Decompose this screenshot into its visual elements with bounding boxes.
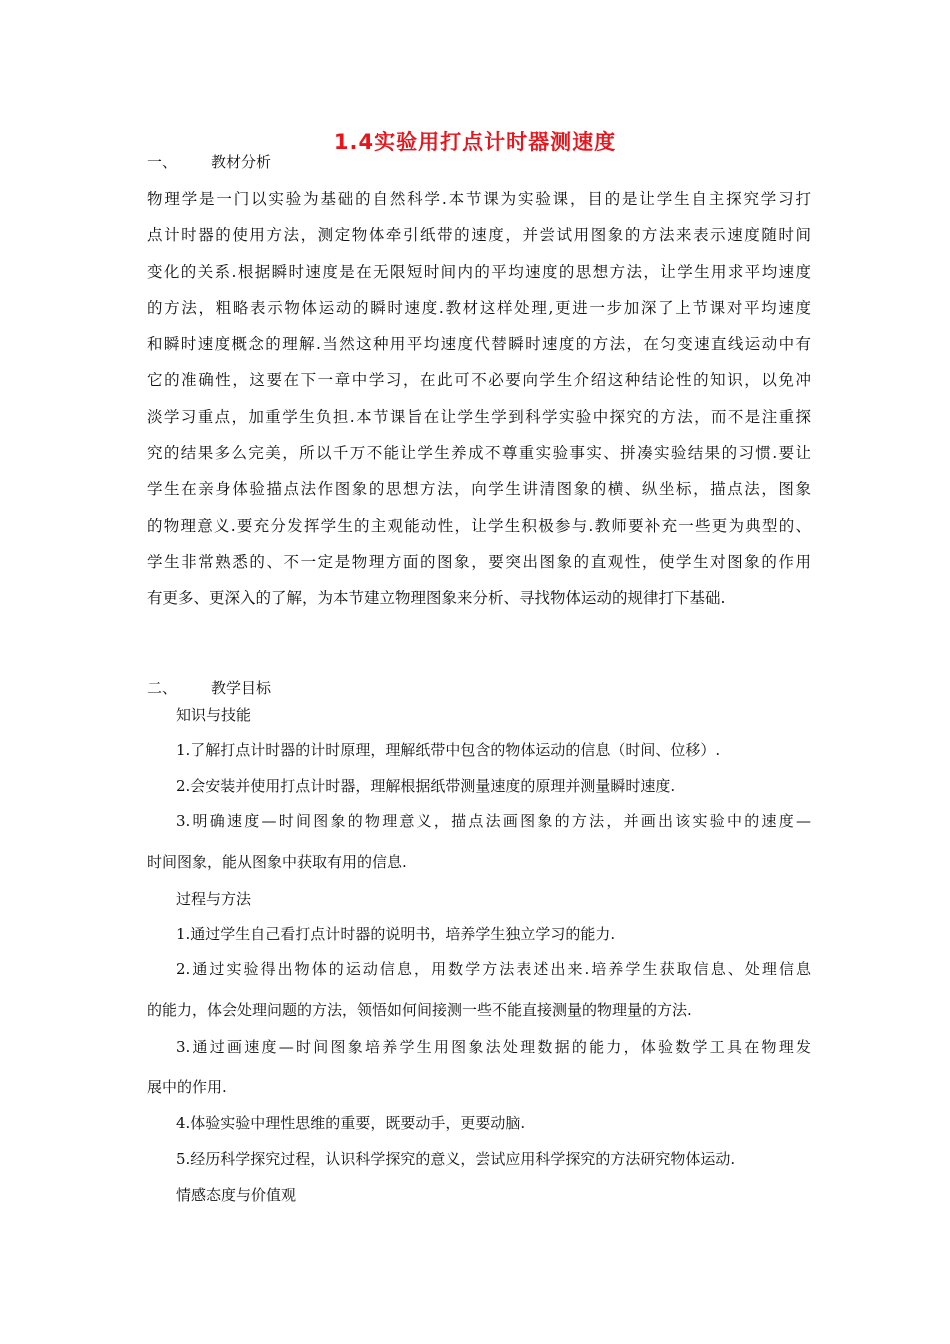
subheading-knowledge-skills: 知识与技能 [176,706,252,724]
section-title: 教材分析 [211,153,272,171]
subheading-process-methods: 过程与方法 [176,890,252,908]
document-title: 1.4实验用打点计时器测速度 [333,130,617,154]
paragraph-line: 究的结果多么完美，所以千万不能让学生养成不尊重实验事实、拼凑实验结果的习惯.要让 [147,444,811,463]
subheading-attitude-values: 情感态度与价值观 [176,1186,297,1204]
section-title: 教学目标 [211,679,272,697]
objective-item-continued: 时间图象，能从图象中获取有用的信息. [147,853,407,871]
objective-item: 3.通过画速度—时间图象培养学生用图象法处理数据的能力，体验数学工具在物理发 [176,1038,811,1056]
objective-item: 1.通过学生自己看打点计时器的说明书，培养学生独立学习的能力. [176,925,616,943]
objective-item-continued: 展中的作用. [147,1078,227,1096]
paragraph-line: 淡学习重点，加重学生负担.本节课旨在让学生学到科学实验中探究的方法，而不是注重探 [147,407,811,426]
paragraph-line: 学生在亲身体验描点法作图象的思想方法，向学生讲清图象的横、纵坐标，描点法，图象 [147,480,811,499]
paragraph-line: 物理学是一门以实验为基础的自然科学.本节课为实验课，目的是让学生自主探究学习打 [147,190,811,208]
objective-item: 2.通过实验得出物体的运动信息，用数学方法表述出来.培养学生获取信息、处理信息 [176,960,811,978]
section-number: 一、 [147,153,178,171]
objective-item: 1.了解打点计时器的计时原理，理解纸带中包含的物体运动的信息（时间、位移）. [176,741,721,759]
section-heading-teaching-material [147,152,271,172]
teaching-material-paragraph [147,181,811,617]
objective-item: 2.会安装并使用打点计时器，理解根据纸带测量速度的原理并测量瞬时速度. [176,777,676,795]
objective-item: 5.经历科学探究过程，认识科学探究的意义，尝试应用科学探究的方法研究物体运动. [176,1150,736,1168]
paragraph-line: 有更多、更深入的了解，为本节建立物理图象来分析、寻找物体运动的规律打下基础. [147,589,726,608]
section-heading-teaching-objectives [147,678,271,698]
paragraph-line: 的方法，粗略表示物体运动的瞬时速度.教材这样处理,更进一步加深了上节课对平均速度 [147,298,811,317]
paragraph-line: 点计时器的使用方法，测定物体牵引纸带的速度，并尝试用图象的方法来表示速度随时间 [147,226,811,245]
objective-item-continued: 的能力，体会处理问题的方法，领悟如何间接测一些不能直接测量的物理量的方法. [147,1001,692,1019]
paragraph-line: 和瞬时速度概念的理解.当然这种用平均速度代替瞬时速度的方法，在匀变速直线运动中有 [147,335,811,354]
objective-item: 3.明确速度—时间图象的物理意义，描点法画图象的方法，并画出该实验中的速度— [176,812,811,830]
section-number: 二、 [147,679,178,697]
paragraph-line: 的物理意义.要充分发挥学生的主观能动性，让学生积极参与.教师要补充一些更为典型的、 [147,516,811,535]
objective-item: 4.体验实验中理性思维的重要，既要动手，更要动脑. [176,1114,526,1132]
paragraph-line: 变化的关系.根据瞬时速度是在无限短时间内的平均速度的思想方法，让学生用求平均速度 [147,262,811,281]
paragraph-line: 它的准确性，这要在下一章中学习，在此可不必要向学生介绍这种结论性的知识，以免冲 [147,371,811,390]
paragraph-line: 学生非常熟悉的、不一定是物理方面的图象，要突出图象的直观性，使学生对图象的作用 [147,552,811,571]
